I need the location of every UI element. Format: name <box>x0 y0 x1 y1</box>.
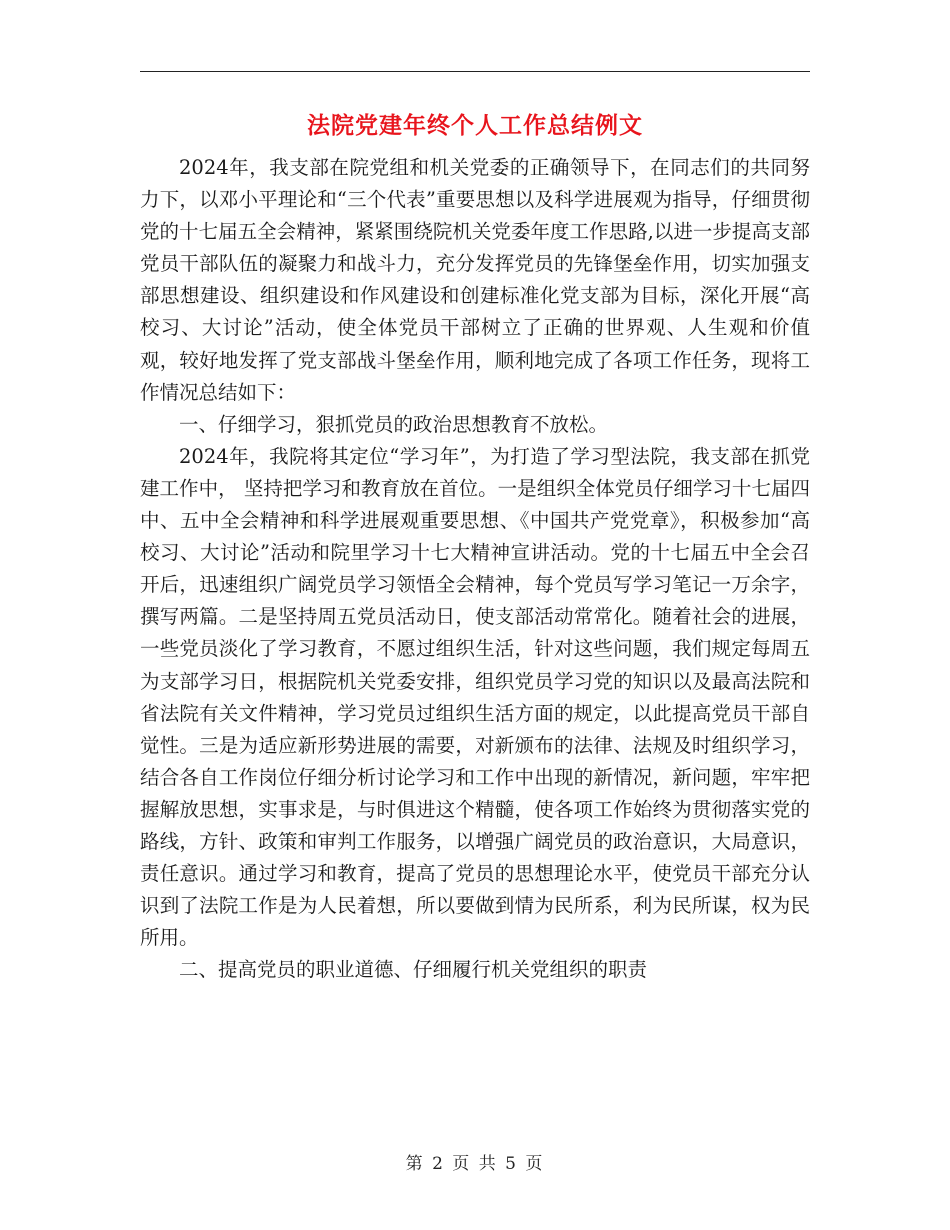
paragraph-intro: 2024年，我支部在院党组和机关党委的正确领导下，在同志们的共同努力下，以邓小平理论和“三个代表”重要思想以及科学进展观为指导，仔细贯彻党的十七届五全会精神，紧紧围绕院机关党委年度工作思路,以进一步提高支部党员干部队伍的凝聚力和战斗力，充分发挥党员的先锋堡垒作用，切实加强支部思想建设、组织建设和作风建设和创建标准化党支部为目标，深化开展“高校习、大讨论”活动，使全体党员干部树立了正确的世界观、人生观和价值观，较好地发挥了党支部战斗堡垒作用，顺利地完成了各项工作任务，现将工作情况总结如下： <box>140 156 810 404</box>
page-number-footer: 第 2 页 共 5 页 <box>405 1154 545 1174</box>
header-rule <box>140 71 810 72</box>
section-heading-2: 二、提高党员的职业道德、仔细履行机关党组织的职责 <box>179 958 648 982</box>
document-title: 法院党建年终个人工作总结例文 <box>307 112 643 139</box>
section-heading-1: 一、仔细学习，狠抓党员的政治思想教育不放松。 <box>179 412 609 436</box>
paragraph-study: 2024年，我院将其定位“学习年”，为打造了学习型法院，我支部在抓党建工作中， 坚持把学习和教育放在首位。一是组织全体党员仔细学习十七届四中、五中全会精神和科学进展观重要思想、《中国共产党党章》，积极参加“高校习、大讨论”活动和院里学习十七大精神宣讲活动。党的十七届五中全会召开后，迅速组织广阔党员学习领悟全会精神，每个党员写学习笔记一万余字，撰写两篇。二是坚持周五党员活动日，使支部活动常常化。随着社会的进展，一些党员淡化了学习教育，不愿过组织生活，针对这些问题，我们规定每周五为支部学习日，根据院机关党委安排，组织党员学习党的知识以及最高法院和省法院有关文件精神，学习党员过组织生活方面的规定，以此提高党员干部自觉性。三是为适应新形势进展的需要，对新颁布的法律、法规及时组织学习，结合各自工作岗位仔细分析讨论学习和工作中出现的新情况，新问题，牢牢把握解放思想，实事求是，与时俱进这个精髓，使各项工作始终为贯彻落实党的路线，方针、政策和审判工作服务，以增强广阔党员的政治意识，大局意识，责任意识。通过学习和教育，提高了党员的思想理论水平，使党员干部充分认识到了法院工作是为人民着想，所以要做到情为民所系，利为民所谋，权为民所用。 <box>140 444 810 950</box>
document-body <box>140 152 810 986</box>
